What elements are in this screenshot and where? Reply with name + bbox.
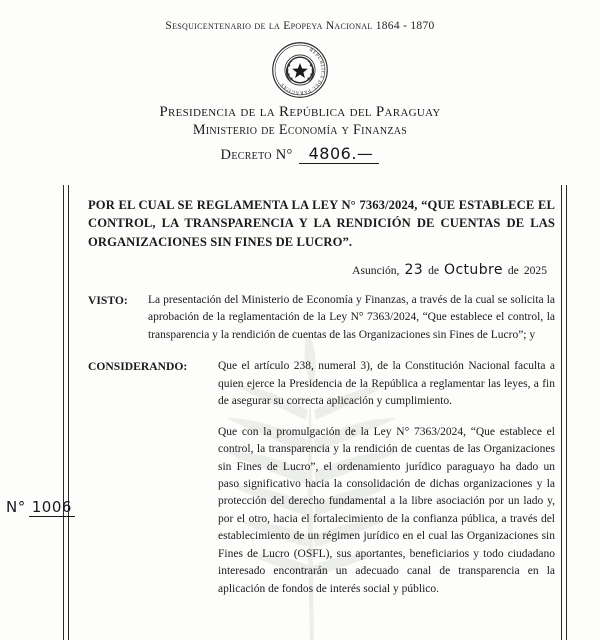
republic-seal-icon — [271, 41, 329, 99]
document-header — [0, 0, 600, 164]
dateline-de-2: de — [507, 263, 519, 277]
considerando-text — [218, 358, 555, 598]
decree-label: Decreto N° — [220, 146, 293, 163]
visto-clause — [88, 292, 555, 344]
considerando-paragraph-2: Que con la promulgación de la Ley N° 7363/2024, “Que establece el control, la transparencia y la rendición de cuentas de las Organizaciones sin Fines de Lucro”, el ordenamiento jurídico paraguayo ha dado un paso significativo hacia la consolidación de dichas organizaciones y la protección del derecho fundamental a la libre asociación por un lado y, por el otro, hacia el fortalecimiento de la confianza pública, a través del establecimiento de un régimen jurídico en el cual las Organizaciones sin Fines de Lucro (OSFL), sus aportantes, beneficiarios y todo ciudadano interesado encontrarán un adecuado canal de transparencia en la aplicación de fondos de interés social y público. — [218, 425, 555, 595]
dateline-day-handwritten: 23 — [404, 261, 424, 278]
dateline — [88, 262, 555, 278]
decree-title: POR EL CUAL SE REGLAMENTA LA LEY N° 7363/2024, “QUE ESTABLECE EL CONTROL, LA TRANSPARENCIA Y LA RENDICIÓN DE CUENTAS DE LAS ORGANIZACIONES SIN FINES DE LUCRO”. — [88, 198, 555, 249]
right-border-rule — [561, 185, 567, 640]
decree-number-row — [0, 146, 600, 164]
left-border-rule — [63, 185, 69, 640]
dateline-de-1: de — [428, 263, 440, 277]
commemoration-line: Sesquicentenario de la Epopeya Nacional 1864 - 1870 — [165, 20, 435, 32]
institution-presidency: Presidencia de la República del Paraguay — [159, 104, 441, 120]
document-body — [88, 196, 555, 598]
visto-text: La presentación del Ministerio de Economía y Finanzas, a través de la cual se solicita la aprobación de la reglamentación de la Ley N° 7363/2024, “Que establece el control, la transparencia y la rendición de cuentas de las Organizaciones sin Fines de Lucro”; y — [148, 293, 555, 341]
margin-note-handwritten — [6, 498, 75, 517]
decree-number-handwritten: 4806.— — [299, 146, 380, 164]
considerando-clause — [88, 358, 555, 598]
margin-note-number: 1006 — [29, 498, 75, 517]
visto-label: VISTO: — [88, 293, 128, 307]
seal-container — [0, 39, 600, 101]
dateline-year: 2025 — [523, 263, 547, 277]
dateline-city: Asunción, — [352, 263, 400, 277]
institution-ministry: Ministerio de Economía y Finanzas — [192, 122, 408, 138]
dateline-month-handwritten: Octubre — [444, 261, 503, 278]
considerando-label: CONSIDERANDO: — [88, 360, 188, 374]
margin-note-prefix: N° — [6, 498, 26, 516]
considerando-paragraph-1: Que el artículo 238, numeral 3), de la Constitución Nacional faculta a quien ejerce la Presidencia de la República a reglamentar las leyes, a fin de asegurar su correcta aplicación y cumplimiento. — [218, 360, 555, 408]
svg-text:REPÚBLICA DEL PARAGUAY: REPÚBLICA DEL PARAGUAY — [279, 47, 325, 95]
